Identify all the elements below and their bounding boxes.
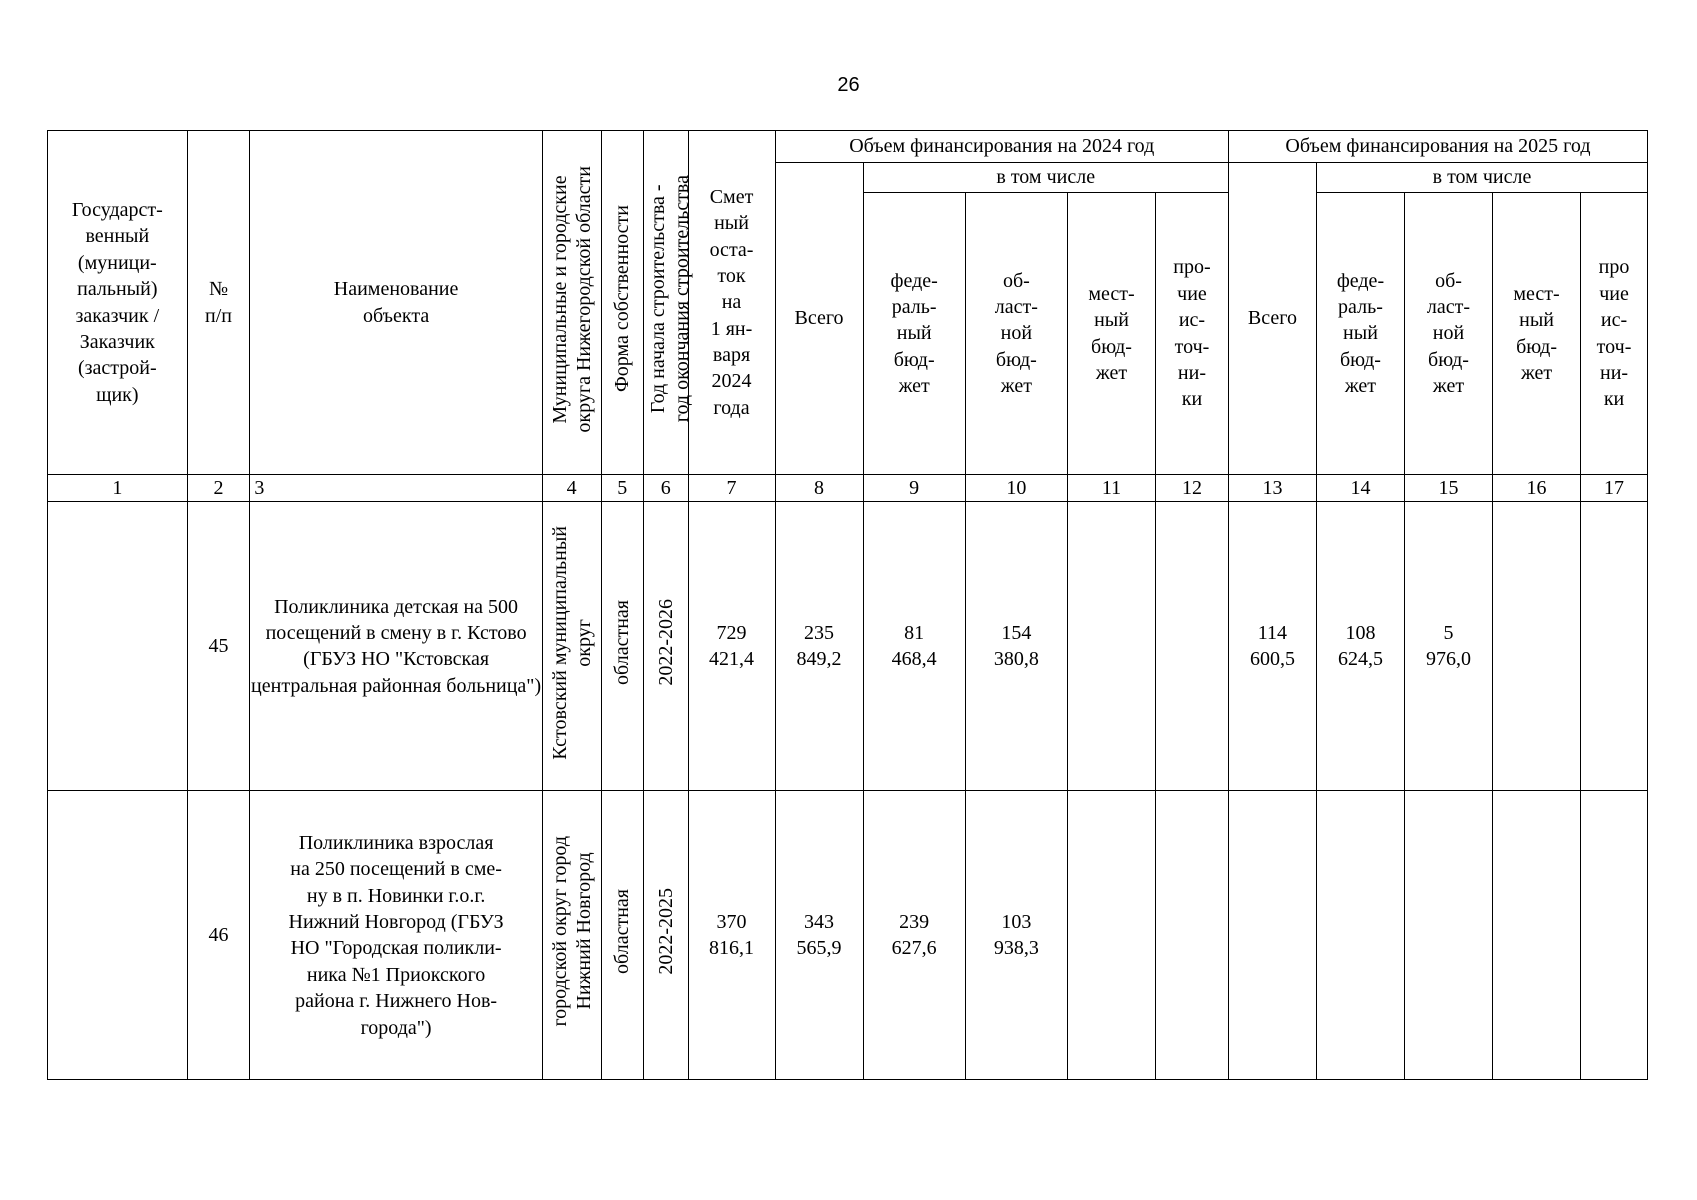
header-row-1 [48, 131, 1648, 163]
cell-number: 45 [187, 502, 250, 791]
cell-number: 46 [187, 791, 250, 1080]
column-number: 9 [863, 475, 965, 502]
cell-2025-federal [1316, 791, 1404, 1080]
column-number: 8 [775, 475, 863, 502]
header-funding-2025: Объем финансирования на 2025 год [1228, 131, 1647, 163]
header-2024-regional: об- ласт- ной бюд- жет [965, 193, 1067, 475]
cell-2024-other [1156, 502, 1229, 791]
cell-2024-other [1156, 791, 1229, 1080]
header-2024-other: про- чие ис- точ- ни- ки [1156, 193, 1229, 475]
cell-2025-local [1493, 502, 1581, 791]
cell-customer [48, 791, 188, 1080]
header-municipality: Муниципальные и городские округа Нижегородской области [542, 131, 601, 475]
column-number-row [48, 475, 1648, 502]
header-2025-other: про чие ис- точ- ни- ки [1581, 193, 1648, 475]
cell-2024-total: 343 565,9 [775, 791, 863, 1080]
cell-2025-federal: 108 624,5 [1316, 502, 1404, 791]
cell-2024-federal: 239 627,6 [863, 791, 965, 1080]
cell-2024-regional: 154 380,8 [965, 502, 1067, 791]
header-2024-local: мест- ный бюд- жет [1067, 193, 1155, 475]
cell-2025-total: 114 600,5 [1228, 502, 1316, 791]
cell-2025-other [1581, 791, 1648, 1080]
cell-2025-total [1228, 791, 1316, 1080]
header-ownership: Форма собственности [601, 131, 644, 475]
header-2024-including: в том числе [863, 163, 1228, 193]
table-row [48, 502, 1648, 791]
column-number: 10 [965, 475, 1067, 502]
page-number: 26 [837, 74, 860, 96]
cell-object-name: Поликлиника детская на 500 посещений в смену в г. Кстово (ГБУЗ НО "Кстовская центральная районная больница") [250, 502, 542, 791]
cell-years: 2022-2026 [644, 502, 689, 791]
header-2025-regional: об- ласт- ной бюд- жет [1404, 193, 1492, 475]
header-2025-federal: феде- раль- ный бюд- жет [1316, 193, 1404, 475]
cell-2025-other [1581, 502, 1648, 791]
header-funding-2024: Объем финансирования на 2024 год [775, 131, 1228, 163]
cell-ownership: областная [601, 791, 644, 1080]
cell-2024-local [1067, 502, 1155, 791]
column-number: 11 [1067, 475, 1155, 502]
header-years: Год начала строительства - год окончания строительства [644, 131, 689, 475]
cell-2024-regional: 103 938,3 [965, 791, 1067, 1080]
column-number: 12 [1156, 475, 1229, 502]
cell-customer [48, 502, 188, 791]
column-number: 2 [187, 475, 250, 502]
column-number: 15 [1404, 475, 1492, 502]
header-2024-total: Всего [775, 163, 863, 475]
header-2025-total: Всего [1228, 163, 1316, 475]
column-number: 13 [1228, 475, 1316, 502]
cell-years: 2022-2025 [644, 791, 689, 1080]
cell-estimate: 370 816,1 [688, 791, 775, 1080]
cell-2025-regional: 5 976,0 [1404, 502, 1492, 791]
cell-municipality: Кстовский муниципальный округ [542, 502, 601, 791]
cell-ownership: областная [601, 502, 644, 791]
column-number: 3 [250, 475, 542, 502]
cell-object-name: Поликлиника взрослая на 250 посещений в сме- ну в п. Новинки г.о.г. Нижний Новгород (ГБУЗ НО "Городская поликли- ника №1 Приокского района г. Нижнего Нов- города") [250, 791, 542, 1080]
header-customer: Государст- венный (муници- пальный) заказчик / Заказчик (застрой- щик) [48, 131, 188, 475]
column-number: 17 [1581, 475, 1648, 502]
header-2025-local: мест- ный бюд- жет [1493, 193, 1581, 475]
header-2025-including: в том числе [1316, 163, 1647, 193]
header-object-name: Наименование объекта [250, 131, 542, 475]
cell-municipality: городской округ город Нижний Новгород [542, 791, 601, 1080]
column-number: 1 [48, 475, 188, 502]
cell-2024-local [1067, 791, 1155, 1080]
header-estimate-balance: Смет ный оста- ток на 1 ян- варя 2024 года [688, 131, 775, 475]
cell-estimate: 729 421,4 [688, 502, 775, 791]
table-row [48, 791, 1648, 1080]
column-number: 6 [644, 475, 689, 502]
column-number: 5 [601, 475, 644, 502]
cell-2024-total: 235 849,2 [775, 502, 863, 791]
column-number: 7 [688, 475, 775, 502]
cell-2025-regional [1404, 791, 1492, 1080]
cell-2025-local [1493, 791, 1581, 1080]
column-number: 16 [1493, 475, 1581, 502]
cell-2024-federal: 81 468,4 [863, 502, 965, 791]
column-number: 14 [1316, 475, 1404, 502]
header-number: № п/п [187, 131, 250, 475]
investment-table [47, 130, 1648, 1080]
column-number: 4 [542, 475, 601, 502]
header-2024-federal: феде- раль- ный бюд- жет [863, 193, 965, 475]
